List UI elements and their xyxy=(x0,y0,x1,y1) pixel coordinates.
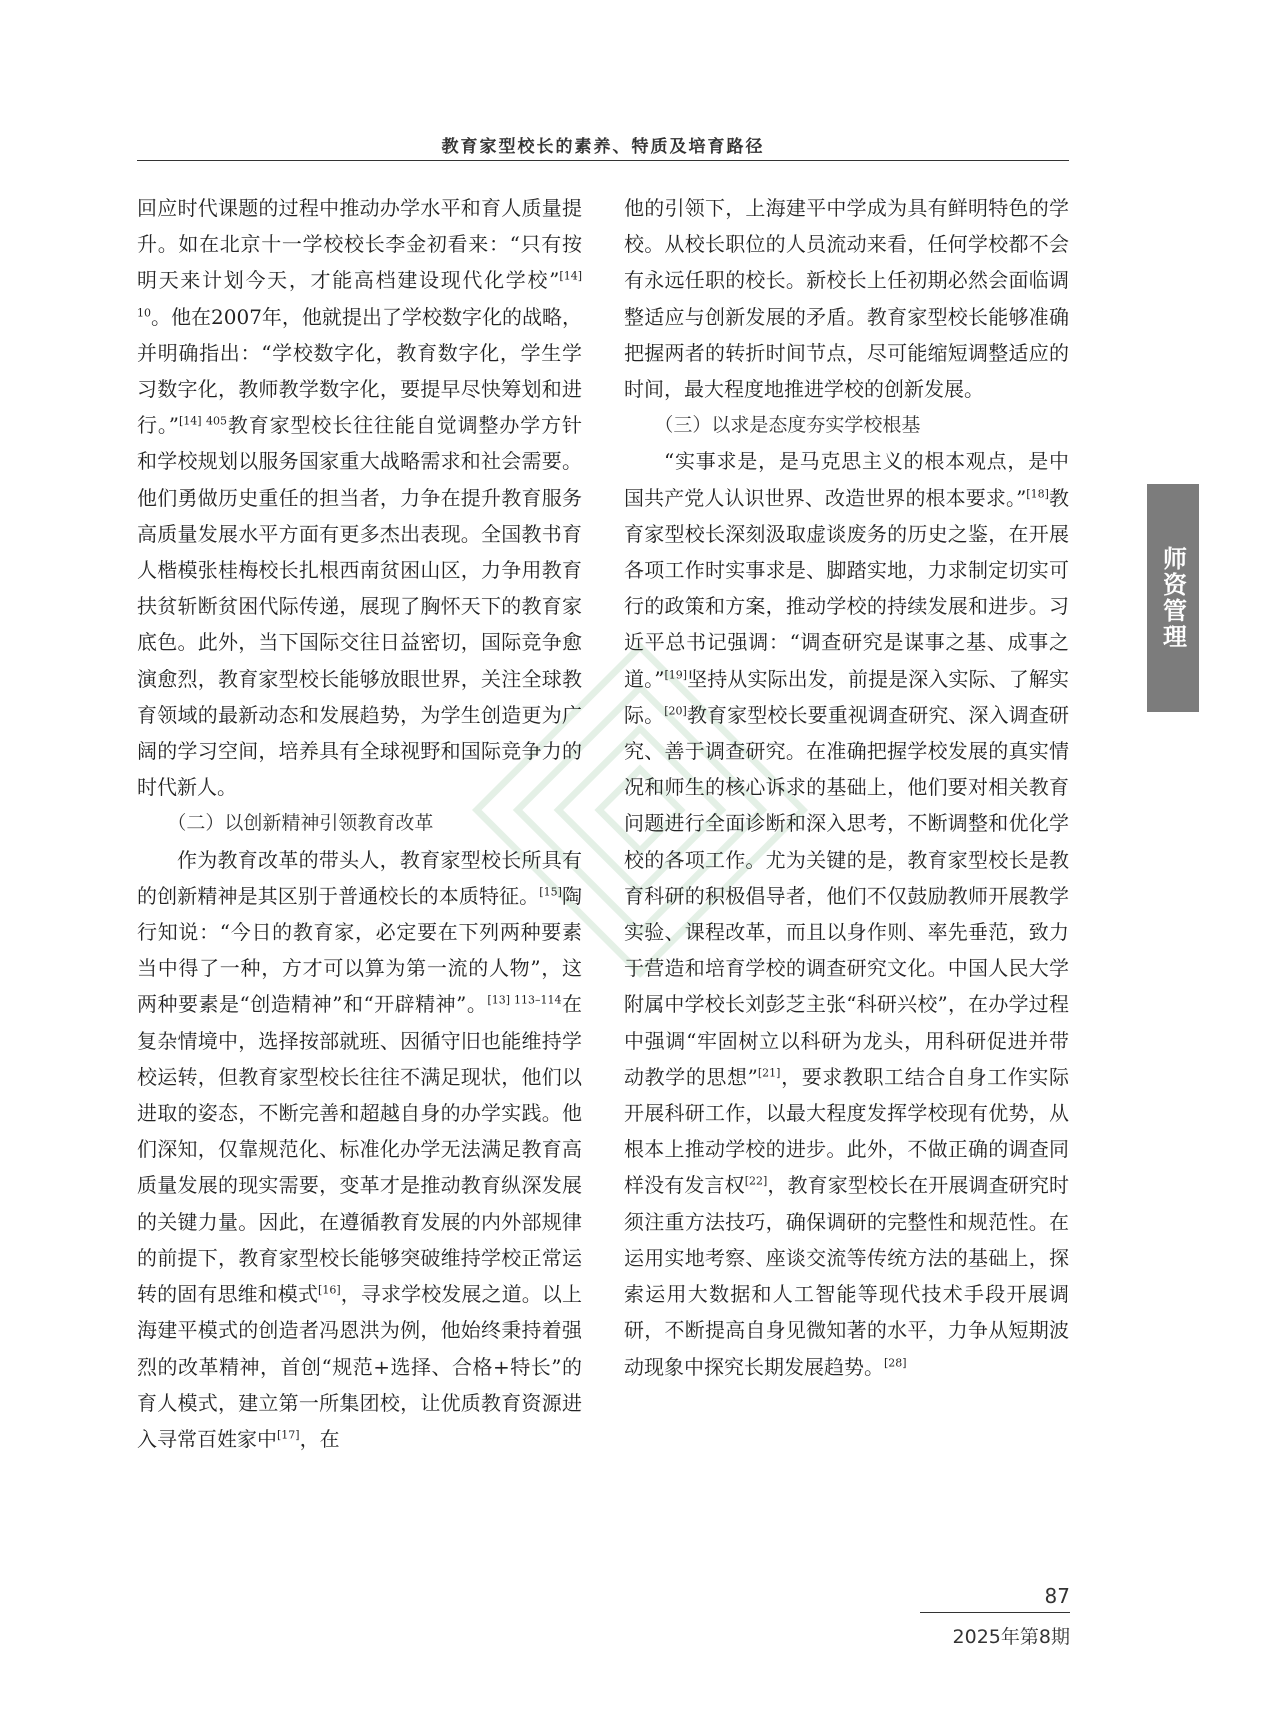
citation-marker: [21] xyxy=(757,1066,781,1080)
citation-marker: [18] xyxy=(1026,486,1049,500)
body-text: ，教育家型校长在开展调查研究时须注重方法技巧，确保调研的完整性和规范性。在运用实地考察、座谈交流等传统方法的基础上，探索运用大数据和人工智能等现代技术手段开展调研，不断提高自身见微知著的水平，力争从短期波动现象中探究长期发展趋势。 xyxy=(624,1173,1069,1379)
citation-marker: [19] xyxy=(664,667,688,681)
body-text: “实事求是，是马克思主义的根本观点，是中国共产党人认识世界、改造世界的根本要求。” xyxy=(624,449,1069,510)
body-text: 坚持从实际出发，前提是深入实际、了解实际。 xyxy=(624,666,1069,727)
header-rule xyxy=(137,160,1069,161)
issue-label: 2025年第8期 xyxy=(952,1626,1070,1648)
body-paragraph xyxy=(137,190,582,805)
body-text: 作为教育改革的带头人，教育家型校长所具有的创新精神是其区别于普通校长的本质特征。 xyxy=(137,847,582,908)
citation-marker: [28] xyxy=(884,1355,907,1369)
section-heading: （三）以求是态度夯实学校根基 xyxy=(654,414,921,437)
body-text: 陶行知说：“今日的教育家，必定要在下列两种要素当中得了一种，方才可以算为第一流的人物”，这两种要素是“创造精神”和“开辟精神”。 xyxy=(137,883,583,1017)
section-heading: （二）以创新精神引领教育改革 xyxy=(167,812,434,835)
citation-marker: [13] 113–114 xyxy=(487,993,562,1007)
body-text: 回应时代课题的过程中推动办学水平和育人质量提升。如在北京十一学校校长李金初看来：“只有按明天来计划今天，才能高档建设现代化学校” xyxy=(137,196,582,293)
citation-marker: [17] xyxy=(277,1428,300,1442)
body-text: 在复杂情境中，选择按部就班、因循守旧也能维持学校运转，但教育家型校长往往不满足现状，他们以进取的姿态，不断完善和超越自身的办学实践。他们深知，仅靠规范化、标准化办学无法满足教育高质量发展的现实需要，变革才是推动教育纵深发展的关键力量。因此，在遵循教育发展的内外部规律的前提下，教育家型校长能够突破维持学校正常运转的固有思维和模式 xyxy=(137,992,583,1307)
citation-marker: [14] 405 xyxy=(179,414,227,428)
citation-marker: [14] 10 xyxy=(137,269,582,319)
running-head-title: 教育家型校长的素养、特质及培育路径 xyxy=(441,137,765,157)
side-tab-label: 师资管理 xyxy=(1158,546,1187,650)
page-number: 87 xyxy=(1044,1584,1070,1608)
citation-marker: [20] xyxy=(664,704,687,718)
body-paragraph: 他的引领下，上海建平中学成为具有鲜明特色的学校。从校长职位的人员流动来看，任何学校都不会有永远任职的校长。新校长上任初期必然会面临调整适应与创新发展的矛盾。教育家型校长能够准确把握两者的转折时间节点，尽可能缩短调整适应的时间，最大程度地推进学校的创新发展。 xyxy=(624,196,1069,402)
body-paragraph xyxy=(624,443,1069,1384)
body-text: ，寻求学校发展之道。以上海建平模式的创造者冯恩洪为例，他始终秉持着强烈的改革精神，首创“规范+选择、合格+特长”的育人模式，建立第一所集团校，让优质教育资源进入寻常百姓家中 xyxy=(137,1282,582,1451)
citation-marker: [15] xyxy=(539,885,562,899)
citation-marker: [22] xyxy=(744,1174,768,1188)
section-side-tab xyxy=(1147,484,1199,712)
right-column xyxy=(624,190,1069,1385)
body-text: 教育家型校长深刻汲取虚谈废务的历史之鉴，在开展各项工作时实事求是、脚踏实地，力求制定切实可行的政策和方案，推动学校的持续发展和进步。习近平总书记强调：“调查研究是谋事之基、成事之道。” xyxy=(624,485,1069,691)
body-text: 教育家型校长往往能自觉调整办学方针和学校规划以服务国家重大战略需求和社会需要。他们勇做历史重任的担当者，力争在提升教育服务高质量发展水平方面有更多杰出表现。全国教书育人楷模张桂梅校长扎根西南贫困山区，力争用教育扶贫斩断贫困代际传递，展现了胸怀天下的教育家底色。此外，当下国际交往日益密切，国际竞争愈演愈烈，教育家型校长能够放眼世界，关注全球教育领域的最新动态和发展趋势，为学生创造更为广阔的学习空间，培养具有全球视野和国际竞争力的时代新人。 xyxy=(137,413,583,800)
body-text: 。他在2007年，他就提出了学校数字化的战略，并明确指出：“学校数字化，教育数字化，学生学习数字化，教师教学数字化，要提早尽快筹划和进行。” xyxy=(137,304,582,438)
body-text: ，要求教职工结合自身工作实际开展科研工作，以最大程度发挥学校现有优势，从根本上推动学校的进步。此外，不做正确的调查同样没有发言权 xyxy=(624,1064,1070,1198)
body-text: 教育家型校长要重视调查研究、深入调查研究、善于调查研究。在准确把握学校发展的真实情况和师生的核心诉求的基础上，他们要对相关教育问题进行全面诊断和深入思考，不断调整和优化学校的各项工作。尤为关键的是，教育家型校长是教育科研的积极倡导者，他们不仅鼓励教师开展教学实验、课程改革，而且以身作则、率先垂范，致力于营造和培育学校的调查研究文化。中国人民大学附属中学校长刘彭芝主张“科研兴校”，在办学过程中强调“牢固树立以科研为龙头，用科研促进并带动教学的思想” xyxy=(624,702,1070,1089)
left-column xyxy=(137,190,582,1457)
body-text: ，在 xyxy=(299,1426,340,1451)
body-paragraph xyxy=(137,842,582,1457)
citation-marker: [16] xyxy=(318,1283,341,1297)
footer-rule xyxy=(920,1612,1070,1613)
